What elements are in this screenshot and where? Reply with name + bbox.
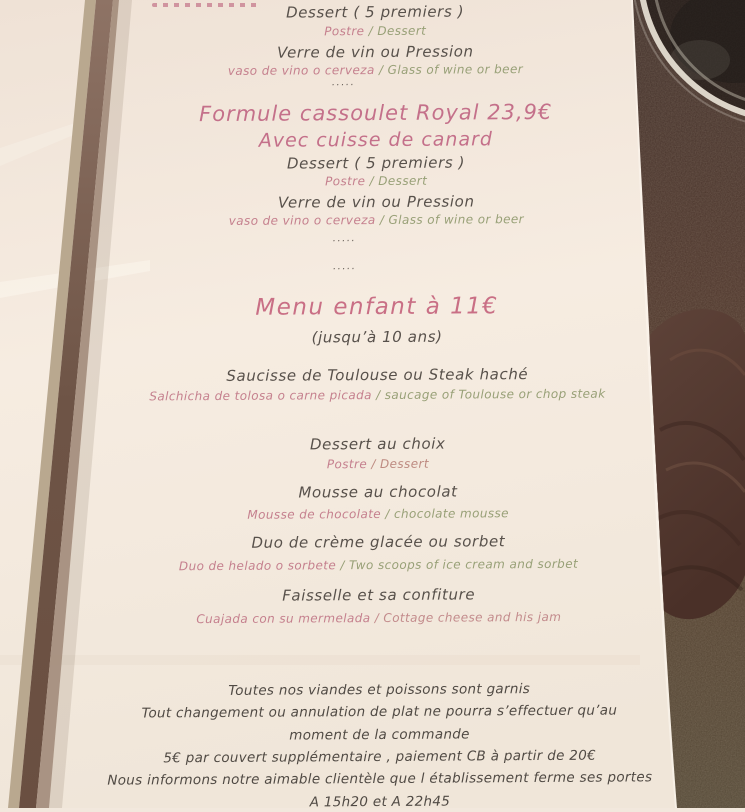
sub-en: / chocolate mousse bbox=[385, 506, 509, 521]
formule-cassoulet-subtitle: Avec cuisse de canard bbox=[258, 128, 494, 152]
menu-enfant-title: Menu enfant à 11€ bbox=[255, 293, 499, 321]
sub-en: / Dessert bbox=[368, 23, 427, 39]
sub-es: Postre bbox=[325, 174, 370, 189]
sub-es: Cuajada con su mermelada bbox=[196, 611, 375, 627]
footer-note-2: Tout changement ou annulation de plat ne pourra s’effectuer qu’au bbox=[141, 702, 618, 722]
menu-subline-postre-top bbox=[93, 22, 658, 39]
menu-page-text bbox=[93, 0, 663, 810]
footer-note-4: 5€ par couvert supplémentaire , paiement CB à partir de 20€ bbox=[163, 747, 597, 767]
sub-es: Salchicha de tolosa o carne picada bbox=[149, 388, 377, 404]
menu-subline-postre bbox=[94, 172, 659, 189]
menu-line-faisselle: Faisselle et sa confiture bbox=[282, 585, 476, 605]
menu-line-duo: Duo de crème glacée ou sorbet bbox=[251, 532, 506, 552]
menu-subline-duo bbox=[96, 556, 661, 573]
sub-es: vaso de vino o cerveza bbox=[228, 212, 380, 228]
sub-es: Mousse de chocolate bbox=[247, 506, 386, 522]
menu-enfant-age: (jusqu’à 10 ans) bbox=[311, 327, 443, 347]
sub-es: Postre bbox=[326, 457, 372, 472]
footer-note-6: A 15h20 et A 22h45 bbox=[309, 793, 451, 811]
menu-line-saucisse: Saucisse de Toulouse ou Steak haché bbox=[226, 365, 529, 385]
menu-subline-postre-choix bbox=[95, 455, 660, 472]
sub-es: Postre bbox=[324, 24, 369, 39]
sub-en: / Cottage cheese and his jam bbox=[374, 609, 562, 626]
menu-line-verre-top: Verre de vin ou Pression bbox=[277, 42, 474, 62]
sub-en: / Glass of wine or beer bbox=[378, 62, 524, 77]
menu-subline-mousse bbox=[96, 505, 661, 522]
footer-note-5: Nous informons notre aimable clientèle que l établissement ferme ses portes bbox=[107, 769, 653, 789]
menu-line-mousse: Mousse au chocolat bbox=[298, 482, 458, 502]
footer-note-1: Toutes nos viandes et poissons sont garnis bbox=[228, 681, 531, 699]
menu-line-dessert-top: Dessert ( 5 premiers ) bbox=[285, 2, 465, 22]
menu-subline-vaso bbox=[94, 211, 659, 228]
sub-en: / Dessert bbox=[369, 173, 428, 189]
menu-line-verre: Verre de vin ou Pression bbox=[277, 192, 475, 212]
footer-note-3: moment de la commande bbox=[289, 726, 470, 744]
menu-subline-salchicha bbox=[95, 386, 660, 403]
sub-en: / Two scoops of ice cream and sorbet bbox=[340, 556, 579, 573]
sub-en: / saucage of Toulouse or chop steak bbox=[376, 386, 606, 403]
formule-cassoulet-title: Formule cassoulet Royal 23,9€ bbox=[199, 99, 553, 127]
menu-line-dessert: Dessert ( 5 premiers ) bbox=[286, 153, 466, 173]
menu-subline-cuajada bbox=[96, 609, 661, 626]
sub-es: Duo de helado o sorbete bbox=[178, 558, 341, 574]
menu-line-dessert-choix: Dessert au choix bbox=[309, 434, 446, 454]
dots-separator: ..... bbox=[331, 77, 356, 89]
dots-separator: ..... bbox=[332, 233, 357, 245]
dots-separator: ..... bbox=[332, 261, 357, 273]
sub-en: / Dessert bbox=[371, 456, 429, 472]
sub-en: / Glass of wine or beer bbox=[379, 212, 525, 227]
sub-es: vaso de vino o cerveza bbox=[227, 62, 380, 78]
